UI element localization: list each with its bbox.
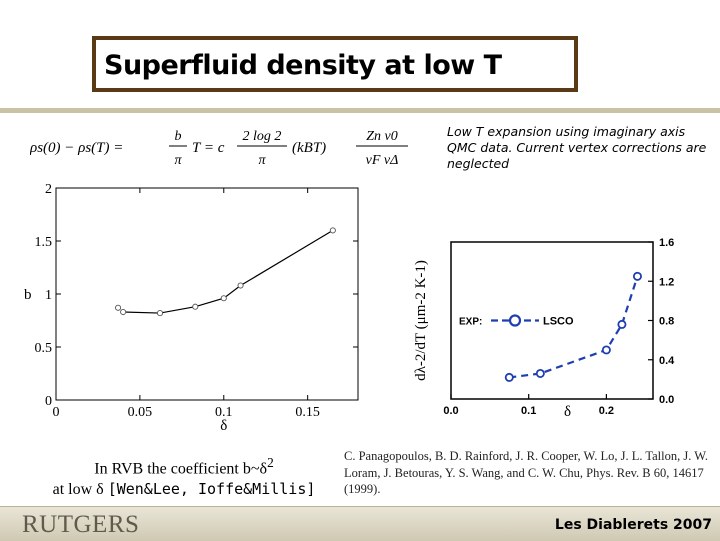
plot-frame <box>56 188 358 400</box>
caption-line2-ref: [Wen&Lee, Ioffe&Millis] <box>107 480 316 499</box>
y-tick-label: 1.6 <box>659 237 675 249</box>
note-text: Low T expansion using imaginary axis QMC data. Current vertex corrections are neglected <box>447 124 707 171</box>
data-point <box>121 309 126 314</box>
y-axis-label: dλ-2/dT (μm-2 K-1) <box>413 260 429 381</box>
data-point <box>193 304 198 309</box>
y-tick-label: 1.5 <box>34 235 52 250</box>
data-point <box>634 273 641 280</box>
y-tick-label: 0 <box>45 394 52 409</box>
formula-t2-num: 2 log 2 <box>242 129 282 144</box>
formula-t2-den: π <box>258 153 266 168</box>
y-axis-label: b <box>24 287 32 303</box>
title-box <box>92 36 578 92</box>
x-tick-label: 0.0 <box>443 405 459 417</box>
y-tick-label: 1 <box>45 288 52 303</box>
b-vs-delta-chart <box>10 180 370 432</box>
footer-event: Les Diablerets 2007 <box>554 517 712 533</box>
y-tick-label: 1.2 <box>659 276 675 289</box>
formula-t3-num: Zn v0 <box>366 129 398 144</box>
caption-line1: In RVB the coefficient b~δ <box>94 460 268 478</box>
formula-t1-num: b <box>174 129 182 144</box>
formula-lhs: ρs(0) − ρs(T) = <box>30 140 124 156</box>
data-point <box>221 296 226 301</box>
rutgers-logo: RUTGERS <box>22 511 140 538</box>
caption-sup: 2 <box>267 455 274 470</box>
rvb-caption <box>28 452 340 500</box>
y-tick-label: 0.0 <box>659 394 675 406</box>
formula-t3-den: vF vΔ <box>365 153 399 168</box>
lsco-exp-chart <box>405 212 695 420</box>
x-tick-label: 0 <box>52 405 60 420</box>
title-rule <box>0 108 720 113</box>
x-axis-label: δ <box>563 404 572 420</box>
formula <box>30 118 440 176</box>
x-axis-label: δ <box>220 418 228 432</box>
slide-title: Superfluid density at low T <box>104 50 502 81</box>
caption-line2-prefix: at low δ <box>52 481 104 499</box>
footer-bar <box>0 506 720 541</box>
data-point <box>537 370 544 377</box>
formula-t2-suffix: (kBT) <box>292 140 327 156</box>
formula-t1-suffix: T = c <box>192 140 225 156</box>
series-line <box>123 230 333 313</box>
legend-label: LSCO <box>543 315 574 328</box>
legend-swatch-marker <box>510 316 520 326</box>
legend-prefix: EXP: <box>459 316 483 328</box>
data-point <box>330 228 335 233</box>
y-tick-label: 0.4 <box>659 354 675 367</box>
y-tick-label: 0.5 <box>34 341 52 356</box>
reference-text: C. Panagopoulos, B. D. Rainford, J. R. Cooper, W. Lo, J. L. Tallon, J. W. Loram, J. Betouras, Y. S. Wang, and C. W. Chu, Phys. Rev. B 60, 14617 (1999). <box>344 449 709 496</box>
data-point <box>157 310 162 315</box>
x-tick-label: 0.1 <box>521 405 537 417</box>
data-point <box>115 305 120 310</box>
x-tick-label: 0.05 <box>127 405 153 420</box>
x-tick-label: 0.2 <box>598 405 615 417</box>
x-tick-label: 0.15 <box>295 405 320 420</box>
data-point <box>603 346 610 353</box>
y-tick-label: 2 <box>45 182 52 197</box>
data-point <box>506 374 513 381</box>
y-tick-label: 0.8 <box>659 315 675 328</box>
formula-t1-den: π <box>174 153 182 168</box>
data-point <box>238 283 243 288</box>
data-point <box>618 321 625 328</box>
x-tick-label: 0.1 <box>215 405 233 420</box>
